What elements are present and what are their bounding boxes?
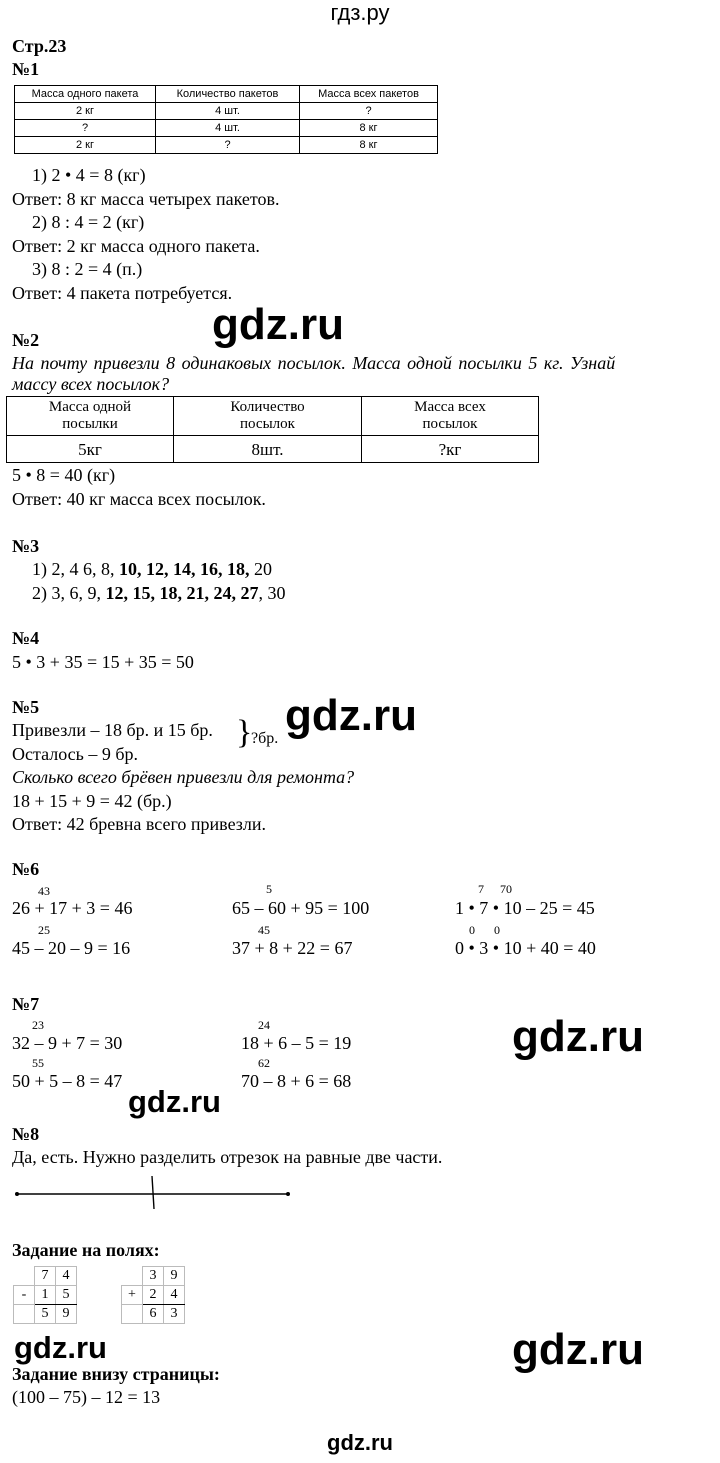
- table-header-text: посылки: [62, 416, 118, 432]
- task3-bold: 10, 12, 14, 16, 18,: [119, 559, 250, 579]
- task3-text: 20: [254, 559, 272, 579]
- task7-expr: 50 + 5 – 8 = 47: [12, 1071, 123, 1091]
- table-header: Масса одного пакета: [15, 86, 156, 103]
- operator-cell: +: [122, 1286, 143, 1305]
- task2-solution: 5 • 8 = 40 (кг): [12, 465, 116, 485]
- task1-table: [14, 85, 438, 154]
- table-cell: 4 шт.: [156, 103, 300, 120]
- grid-cell: 5: [56, 1286, 77, 1305]
- segment-midpoint-mark: [152, 1176, 154, 1209]
- bottom-task-title: Задание внизу страницы:: [12, 1364, 220, 1384]
- grid-cell: 9: [164, 1267, 185, 1286]
- operator-cell: -: [14, 1286, 35, 1305]
- table-header: Количество пакетов: [156, 86, 300, 103]
- task1-line: Ответ: 4 пакета потребуется.: [12, 283, 233, 303]
- grid-cell: 4: [164, 1286, 185, 1305]
- task6-expr: 37 + 8 + 22 = 67: [232, 938, 353, 958]
- table-header-row: [7, 397, 539, 436]
- grid-cell: 9: [56, 1305, 77, 1324]
- watermark: gdz.ru: [14, 1330, 107, 1365]
- intermediate-result: 62: [258, 1056, 270, 1070]
- task1-line: 1) 2 • 4 = 8 (кг): [32, 165, 146, 185]
- task1-label: №1: [12, 59, 40, 79]
- segment-drawing: [12, 1172, 312, 1212]
- intermediate-result: 0: [469, 923, 475, 937]
- task8-line: Да, есть. Нужно разделить отрезок на равные две части.: [12, 1147, 443, 1167]
- table-header-text: посылок: [240, 416, 295, 432]
- intermediate-result: 45: [258, 923, 270, 937]
- bottom-task-line: (100 – 75) – 12 = 13: [12, 1387, 161, 1407]
- intermediate-result: 7: [478, 882, 484, 896]
- watermark: gdz.ru: [512, 1012, 644, 1061]
- site-header: гдз.ру: [330, 0, 390, 25]
- page-label: Стр.23: [12, 36, 67, 56]
- table-header: [7, 397, 174, 436]
- task4-line: 5 • 3 + 35 = 15 + 35 = 50: [12, 652, 194, 672]
- grid-cell: [14, 1267, 35, 1286]
- task2-label: №2: [12, 330, 40, 350]
- task5-answer: Ответ: 42 бревна всего привезли.: [12, 814, 267, 834]
- task7-expr: 18 + 6 – 5 = 19: [241, 1033, 352, 1053]
- task3-line: [32, 583, 286, 604]
- task5-line: Привезли – 18 бр. и 15 бр.: [12, 720, 213, 740]
- task1-line: 2) 8 : 4 = 2 (кг): [32, 212, 145, 232]
- grid-cell: 7: [35, 1267, 56, 1286]
- table-cell: ?: [15, 120, 156, 137]
- task6-label: №6: [12, 859, 40, 879]
- table-header: [362, 397, 539, 436]
- task5-line: Осталось – 9 бр.: [12, 744, 139, 764]
- table-cell: 2 кг: [15, 103, 156, 120]
- watermark: gdz.ru: [512, 1325, 644, 1374]
- table-cell: 8шт.: [174, 436, 362, 463]
- task2-problem: массу всех посылок?: [12, 374, 170, 394]
- grid-cell: [122, 1267, 143, 1286]
- table-header: [174, 397, 362, 436]
- watermark: gdz.ru: [285, 691, 417, 740]
- task7-expr: 70 – 8 + 6 = 68: [241, 1071, 352, 1091]
- table-header-row: [15, 86, 438, 103]
- table-header-text: Количество: [230, 399, 305, 415]
- task3-line: [32, 559, 272, 580]
- intermediate-result: 70: [500, 882, 512, 896]
- table-row: [7, 436, 539, 463]
- watermark: gdz.ru: [128, 1084, 221, 1119]
- table-header-text: посылок: [422, 416, 478, 432]
- grid-cell: [14, 1305, 35, 1324]
- task1-line: Ответ: 2 кг масса одного пакета.: [12, 236, 260, 256]
- task6-expr: 0 • 3 • 10 + 40 = 40: [455, 938, 596, 958]
- task6-expr: 65 – 60 + 95 = 100: [232, 898, 370, 918]
- task3-bold: 12, 15, 18, 21, 24, 27: [105, 583, 259, 603]
- subtraction-grid: [13, 1266, 77, 1324]
- task2-table: [6, 396, 539, 463]
- table-cell: 4 шт.: [156, 120, 300, 137]
- task5-question: Сколько всего брёвен привезли для ремонта?: [12, 767, 355, 787]
- grid-cell: [122, 1305, 143, 1324]
- grid-cell: 2: [143, 1286, 164, 1305]
- table-header-text: Масса одной: [48, 399, 132, 415]
- grid-cell: 4: [56, 1267, 77, 1286]
- table-cell: 8 кг: [300, 120, 438, 137]
- margin-task-title: Задание на полях:: [12, 1240, 160, 1260]
- intermediate-result: 25: [38, 923, 50, 937]
- intermediate-result: 5: [266, 882, 272, 896]
- segment-endpoint: [15, 1192, 19, 1196]
- table-header-text: Масса всех: [414, 399, 486, 415]
- table-cell: ?: [300, 103, 438, 120]
- table-cell: ?кг: [362, 436, 539, 463]
- task2-answer: Ответ: 40 кг масса всех посылок.: [12, 489, 266, 509]
- grid-cell: 6: [143, 1305, 164, 1324]
- task3-text: 2) 3, 6, 9,: [32, 583, 101, 603]
- task7-expr: 32 – 9 + 7 = 30: [12, 1033, 123, 1053]
- table-header: Масса всех пакетов: [300, 86, 438, 103]
- table-row: [15, 137, 438, 154]
- task6-expr: 1 • 7 • 10 – 25 = 45: [455, 898, 595, 918]
- table-row: [15, 120, 438, 137]
- task3-text: 1) 2, 4 6, 8,: [32, 559, 115, 579]
- task4-label: №4: [12, 628, 40, 648]
- table-cell: 8 кг: [300, 137, 438, 154]
- task8-label: №8: [12, 1124, 40, 1144]
- intermediate-result: 24: [258, 1018, 270, 1032]
- grid-cell: 3: [164, 1305, 185, 1324]
- intermediate-result: 23: [32, 1018, 44, 1032]
- intermediate-result: 55: [32, 1056, 44, 1070]
- task1-line: 3) 8 : 2 = 4 (п.): [32, 259, 143, 279]
- table-row: [15, 103, 438, 120]
- footer-watermark: gdz.ru: [327, 1430, 393, 1455]
- task3-label: №3: [12, 536, 40, 556]
- table-cell: 5кг: [7, 436, 174, 463]
- task6-expr: 26 + 17 + 3 = 46: [12, 898, 133, 918]
- task3-text: , 30: [258, 583, 286, 603]
- task7-label: №7: [12, 994, 40, 1014]
- task5-label: №5: [12, 697, 40, 717]
- grid-cell: 3: [143, 1267, 164, 1286]
- brace-icon: }: [236, 714, 253, 751]
- addition-grid: [121, 1266, 185, 1324]
- task5-brace-question: ?бр.: [251, 730, 279, 747]
- task5-solution: 18 + 15 + 9 = 42 (бр.): [12, 791, 172, 811]
- watermark: gdz.ru: [212, 300, 344, 349]
- grid-cell: 1: [35, 1286, 56, 1305]
- task6-expr: 45 – 20 – 9 = 16: [12, 938, 131, 958]
- table-cell: ?: [156, 137, 300, 154]
- intermediate-result: 43: [38, 884, 50, 898]
- table-cell: 2 кг: [15, 137, 156, 154]
- task1-line: Ответ: 8 кг масса четырех пакетов.: [12, 189, 280, 209]
- grid-cell: 5: [35, 1305, 56, 1324]
- task2-problem: На почту привезли 8 одинаковых посылок. Масса одной посылки 5 кг. Узнай: [12, 353, 616, 373]
- intermediate-result: 0: [494, 923, 500, 937]
- segment-endpoint: [286, 1192, 290, 1196]
